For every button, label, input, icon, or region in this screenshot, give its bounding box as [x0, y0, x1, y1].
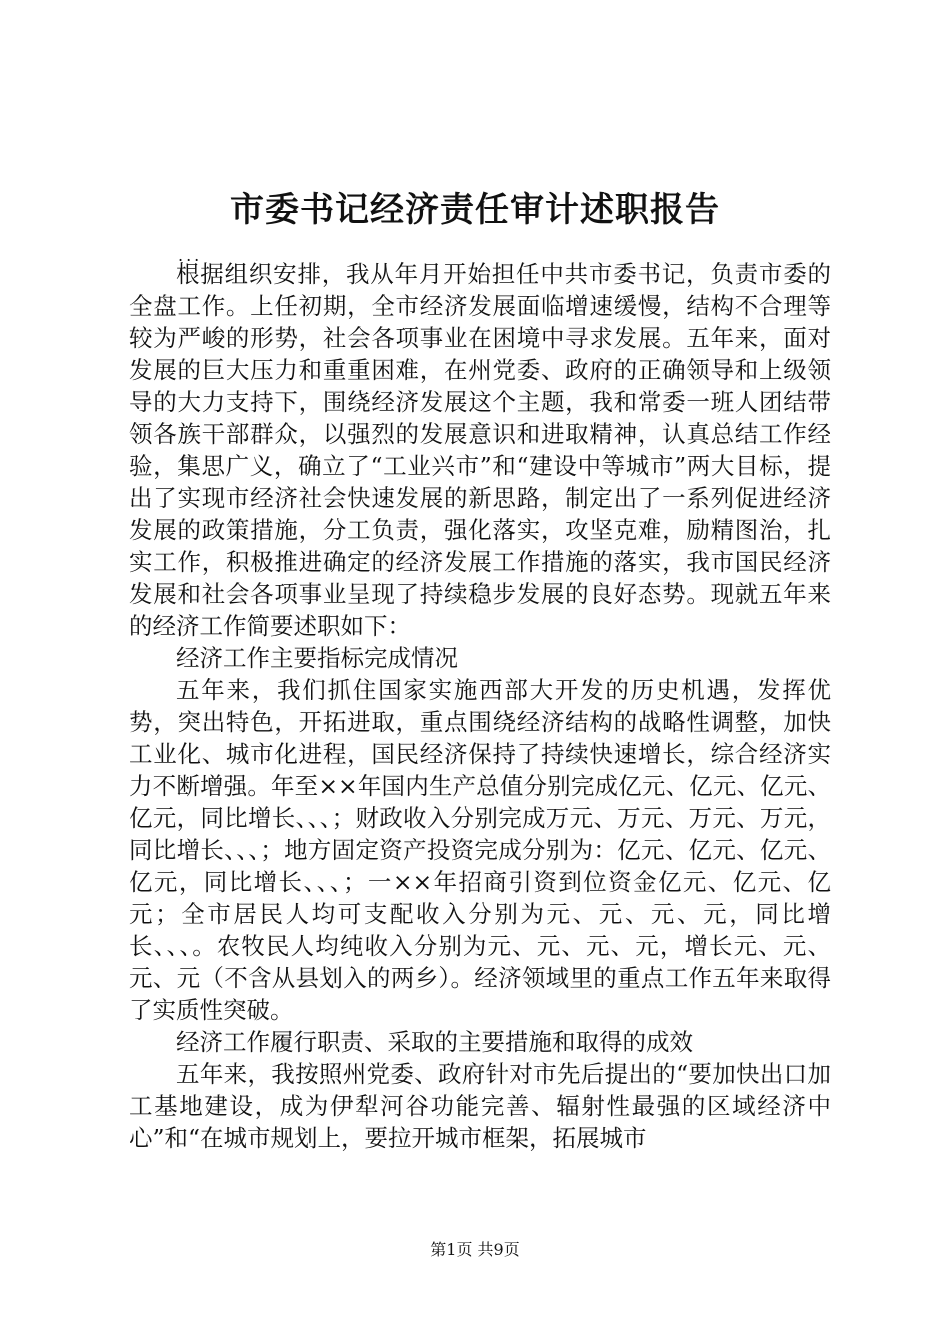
- document-body: [129, 258, 831, 1154]
- paragraph-measures: 五年来，我按照州党委、政府针对市先后提出的“要加快出口加工基地建设，成为伊犁河谷功能完善、辐射性最强的区域经济中心”和“在城市规划上，要拉开城市框架，拓展城市: [129, 1060, 831, 1152]
- ellipsis-marker: ...: [178, 246, 203, 265]
- page-number-footer: 第1页 共9页: [430, 1240, 520, 1259]
- document-title: 市委书记经济责任审计述职报告: [230, 190, 720, 230]
- paragraph-indicators: 五年来，我们抓住国家实施西部大开发的历史机遇，发挥优势，突出特色，开拓进取，重点围绕经济结构的战略性调整，加快工业化、城市化进程，国民经济保持了持续快速增长，综合经济实力不断增强。年至××年国内生产总值分别完成亿元、亿元、亿元、亿元，同比增长、、、；财政收入分别完成万元、万元、万元、万元，同比增长、、、；地方固定资产投资完成分别为：亿元、亿元、亿元、亿元，同比增长、、、；一××年招商引资到位资金亿元、亿元、亿元；全市居民人均可支配收入分别为元、元、元、元，同比增长、、、。农牧民人均纯收入分别为元、元、元、元，增长元、元、元、元（不含从县划入的两乡）。经济领域里的重点工作五年来取得了实质性突破。: [129, 676, 831, 1024]
- paragraph-intro: 根据组织安排，我从年月开始担任中共市委书记，负责市委的全盘工作。上任初期，全市经济发展面临增速缓慢，结构不合理等较为严峻的形势，社会各项事业在困境中寻求发展。五年来，面对发展的巨大压力和重重困难，在州党委、政府的正确领导和上级领导的大力支持下，围绕经济发展这个主题，我和常委一班人团结带领各族干部群众，以强烈的发展意识和进取精神，认真总结工作经验，集思广义，确立了“工业兴市”和“建设中等城市”两大目标，提出了实现市经济社会快速发展的新思路，制定出了一系列促进经济发展的政策措施，分工负责，强化落实，攻坚克难，励精图治，扎实工作，积极推进确定的经济发展工作措施的落实，我市国民经济发展和社会各项事业呈现了持续稳步发展的良好态势。现就五年来的经济工作简要述职如下：: [129, 260, 831, 640]
- section-heading-indicators: 经济工作主要指标完成情况: [176, 644, 458, 672]
- section-heading-measures: 经济工作履行职责、采取的主要措施和取得的成效: [176, 1028, 693, 1056]
